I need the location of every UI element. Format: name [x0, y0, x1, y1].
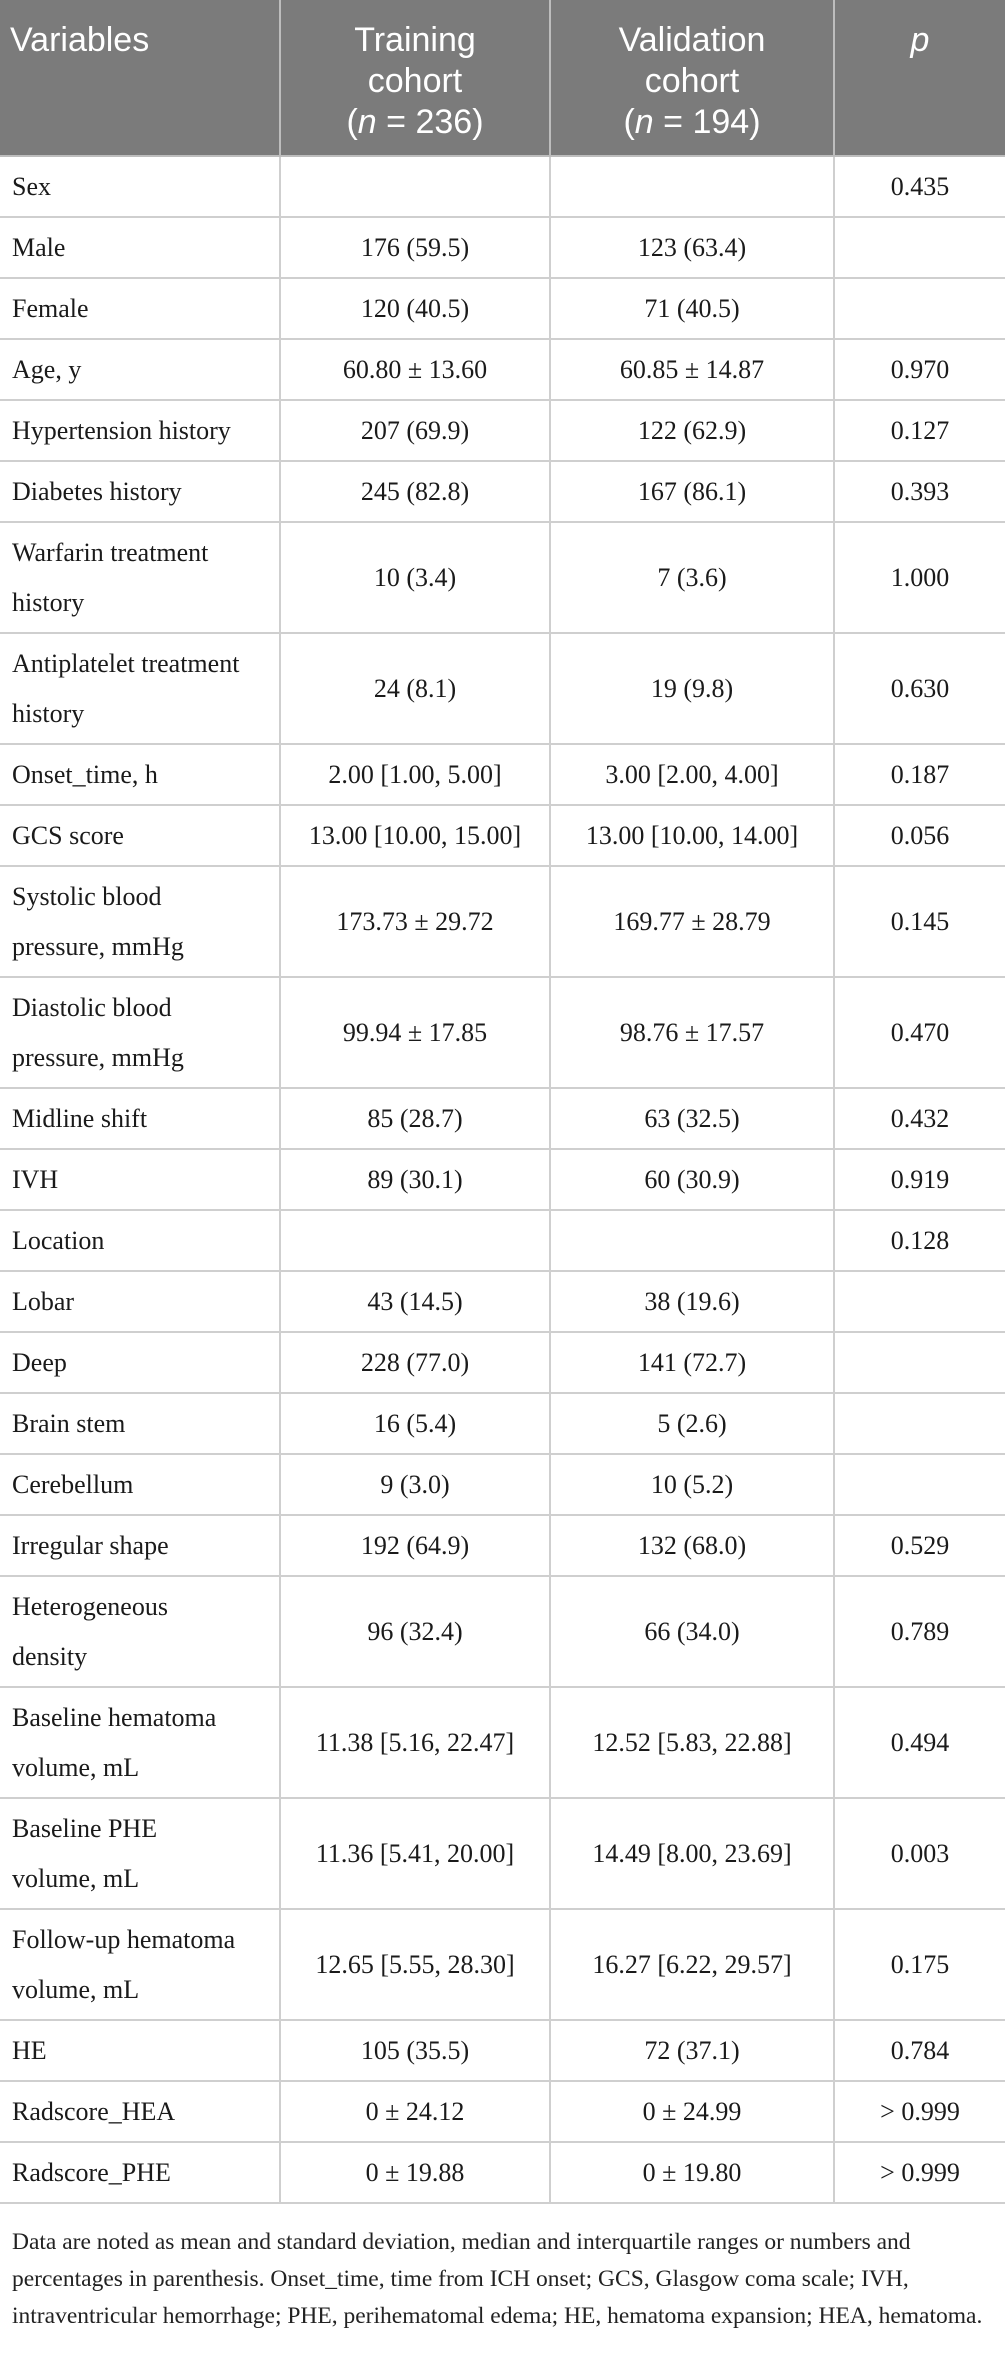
cell-training: 207 (69.9) [280, 400, 550, 461]
header-training-cohort [280, 0, 550, 156]
table-row [0, 1687, 1005, 1798]
cell-training: 13.00 [10.00, 15.00] [280, 805, 550, 866]
cell-training: 173.73 ± 29.72 [280, 866, 550, 977]
cell-p-value: 0.789 [834, 1576, 1005, 1687]
table-row [0, 1576, 1005, 1687]
cell-training: 99.94 ± 17.85 [280, 977, 550, 1088]
cell-validation: 98.76 ± 17.57 [550, 977, 834, 1088]
table-row [0, 2142, 1005, 2203]
cell-variable-line2: volume, mL [12, 1974, 140, 2004]
table-row [0, 633, 1005, 744]
cell-validation: 141 (72.7) [550, 1332, 834, 1393]
cell-p-value: 0.432 [834, 1088, 1005, 1149]
cell-validation: 5 (2.6) [550, 1393, 834, 1454]
table-row [0, 1454, 1005, 1515]
header-training-n-rest: = 236) [376, 103, 484, 141]
cell-p-value: 0.145 [834, 866, 1005, 977]
cell-p-value: 0.470 [834, 977, 1005, 1088]
header-row [0, 0, 1005, 156]
table-row [0, 1271, 1005, 1332]
header-variables-label: Variables [10, 21, 150, 59]
cell-p-value: > 0.999 [834, 2081, 1005, 2142]
header-training-line2: cohort [367, 62, 463, 100]
cell-p-value: 0.128 [834, 1210, 1005, 1271]
cell-p-value: 0.970 [834, 339, 1005, 400]
cell-p-value: 0.127 [834, 400, 1005, 461]
cell-validation: 122 (62.9) [550, 400, 834, 461]
cell-p-value [834, 1271, 1005, 1332]
table-row [0, 2081, 1005, 2142]
cell-variable: Cerebellum [0, 1454, 280, 1515]
cell-p-value [834, 1393, 1005, 1454]
cell-training: 24 (8.1) [280, 633, 550, 744]
cell-variable [0, 1576, 280, 1687]
cell-p-value: 0.494 [834, 1687, 1005, 1798]
header-p-label: p [910, 21, 930, 59]
cell-training: 12.65 [5.55, 28.30] [280, 1909, 550, 2020]
cell-validation [550, 156, 834, 217]
cell-variable: Hypertension history [0, 400, 280, 461]
cell-variable [0, 866, 280, 977]
cell-p-value: 0.003 [834, 1798, 1005, 1909]
cell-variable-line2: pressure, mmHg [12, 1042, 184, 1072]
cell-validation: 14.49 [8.00, 23.69] [550, 1798, 834, 1909]
table-row [0, 461, 1005, 522]
cell-variable: Sex [0, 156, 280, 217]
cell-validation: 38 (19.6) [550, 1271, 834, 1332]
cell-training [280, 1210, 550, 1271]
cell-p-value: 0.784 [834, 2020, 1005, 2081]
cell-training [280, 156, 550, 217]
cell-training: 43 (14.5) [280, 1271, 550, 1332]
cell-training: 228 (77.0) [280, 1332, 550, 1393]
cell-variable-line2: volume, mL [12, 1752, 140, 1782]
cell-variable-line1: Follow-up hematoma [12, 1924, 236, 1954]
cell-variable: Radscore_HEA [0, 2081, 280, 2142]
cell-variable-line2: density [12, 1641, 88, 1671]
cell-variable-line2: history [12, 587, 85, 617]
cell-training: 0 ± 19.88 [280, 2142, 550, 2203]
cell-training: 0 ± 24.12 [280, 2081, 550, 2142]
cell-variable: Deep [0, 1332, 280, 1393]
cell-validation: 19 (9.8) [550, 633, 834, 744]
cell-training: 11.38 [5.16, 22.47] [280, 1687, 550, 1798]
table-row [0, 1393, 1005, 1454]
cell-p-value [834, 278, 1005, 339]
cell-variable-line1: Systolic blood [12, 881, 162, 911]
cell-validation: 72 (37.1) [550, 2020, 834, 2081]
cell-variable: GCS score [0, 805, 280, 866]
cell-variable: Lobar [0, 1271, 280, 1332]
cell-validation: 10 (5.2) [550, 1454, 834, 1515]
cell-training: 120 (40.5) [280, 278, 550, 339]
cell-training: 85 (28.7) [280, 1088, 550, 1149]
cell-validation: 167 (86.1) [550, 461, 834, 522]
cell-training: 11.36 [5.41, 20.00] [280, 1798, 550, 1909]
cell-p-value: 1.000 [834, 522, 1005, 633]
cell-variable: IVH [0, 1149, 280, 1210]
table-header [0, 0, 1005, 156]
header-validation-n-italic: n [634, 103, 654, 141]
header-training-n [346, 103, 483, 141]
cell-p-value: 0.630 [834, 633, 1005, 744]
cell-variable [0, 1909, 280, 2020]
cell-variable: Onset_time, h [0, 744, 280, 805]
cell-validation: 169.77 ± 28.79 [550, 866, 834, 977]
cell-variable-line1: Baseline PHE [12, 1813, 158, 1843]
cell-validation: 123 (63.4) [550, 217, 834, 278]
cell-training: 16 (5.4) [280, 1393, 550, 1454]
cell-training: 10 (3.4) [280, 522, 550, 633]
cell-validation: 63 (32.5) [550, 1088, 834, 1149]
header-validation-n [623, 103, 760, 141]
cell-variable: Brain stem [0, 1393, 280, 1454]
cell-variable: Diabetes history [0, 461, 280, 522]
cell-training: 176 (59.5) [280, 217, 550, 278]
header-validation-cohort [550, 0, 834, 156]
table-row [0, 400, 1005, 461]
header-variables [0, 0, 280, 156]
table-row [0, 744, 1005, 805]
cell-validation: 71 (40.5) [550, 278, 834, 339]
table-row [0, 866, 1005, 977]
cell-p-value [834, 217, 1005, 278]
cell-variable-line1: Diastolic blood [12, 992, 172, 1022]
cell-validation: 0 ± 19.80 [550, 2142, 834, 2203]
cell-training: 105 (35.5) [280, 2020, 550, 2081]
header-p-value [834, 0, 1005, 156]
header-training-n-italic: n [357, 103, 377, 141]
cell-validation: 16.27 [6.22, 29.57] [550, 1909, 834, 2020]
cell-variable [0, 522, 280, 633]
cell-p-value: 0.919 [834, 1149, 1005, 1210]
cell-variable: Radscore_PHE [0, 2142, 280, 2203]
cell-validation: 0 ± 24.99 [550, 2081, 834, 2142]
table-row [0, 1088, 1005, 1149]
header-training-line1: Training [354, 21, 476, 59]
table-row [0, 339, 1005, 400]
cell-training: 96 (32.4) [280, 1576, 550, 1687]
cell-variable: Location [0, 1210, 280, 1271]
cell-p-value: 0.175 [834, 1909, 1005, 2020]
table-row [0, 1210, 1005, 1271]
table-row [0, 1909, 1005, 2020]
cell-training: 89 (30.1) [280, 1149, 550, 1210]
cell-variable-line1: Heterogeneous [12, 1591, 168, 1621]
cell-training: 245 (82.8) [280, 461, 550, 522]
table-row [0, 1332, 1005, 1393]
cell-variable [0, 1798, 280, 1909]
cell-p-value: 0.435 [834, 156, 1005, 217]
header-validation-line2: cohort [644, 62, 740, 100]
cell-training: 60.80 ± 13.60 [280, 339, 550, 400]
header-validation-n-open: ( [623, 103, 635, 141]
cell-validation: 12.52 [5.83, 22.88] [550, 1687, 834, 1798]
cell-validation: 60.85 ± 14.87 [550, 339, 834, 400]
cell-variable-line1: Warfarin treatment [12, 537, 209, 567]
table-row [0, 805, 1005, 866]
cell-validation: 132 (68.0) [550, 1515, 834, 1576]
cell-validation: 3.00 [2.00, 4.00] [550, 744, 834, 805]
cell-variable: Female [0, 278, 280, 339]
cell-p-value: > 0.999 [834, 2142, 1005, 2203]
table-row [0, 1149, 1005, 1210]
table-row [0, 2020, 1005, 2081]
cell-training: 9 (3.0) [280, 1454, 550, 1515]
cell-variable-line1: Antiplatelet treatment [12, 648, 240, 678]
cell-validation: 66 (34.0) [550, 1576, 834, 1687]
cell-training: 2.00 [1.00, 5.00] [280, 744, 550, 805]
cell-variable-line2: volume, mL [12, 1863, 140, 1893]
cell-variable: HE [0, 2020, 280, 2081]
cell-p-value [834, 1332, 1005, 1393]
cell-variable [0, 1687, 280, 1798]
table-body [0, 156, 1005, 2203]
cell-variable: Age, y [0, 339, 280, 400]
cell-variable [0, 977, 280, 1088]
table-row [0, 217, 1005, 278]
table-footnote: Data are noted as mean and standard deviation, median and interquartile ranges or numbers and percentages in parenthesis. Onset_time, time from ICH onset; GCS, Glasgow coma scale; IVH, intraventricular hemorrhage; PHE, perihematomal edema; HE, hematoma expansion; HEA, hematoma. [12, 2229, 983, 2329]
table-row [0, 977, 1005, 1088]
header-training-n-open: ( [346, 103, 358, 141]
table-row [0, 1798, 1005, 1909]
cell-validation [550, 1210, 834, 1271]
cell-validation: 7 (3.6) [550, 522, 834, 633]
cell-variable: Midline shift [0, 1088, 280, 1149]
table-row [0, 278, 1005, 339]
cell-variable-line2: pressure, mmHg [12, 931, 184, 961]
header-validation-n-rest: = 194) [653, 103, 761, 141]
cell-variable: Irregular shape [0, 1515, 280, 1576]
cell-variable: Male [0, 217, 280, 278]
cell-p-value: 0.529 [834, 1515, 1005, 1576]
cell-p-value: 0.187 [834, 744, 1005, 805]
cell-p-value: 0.056 [834, 805, 1005, 866]
cell-variable [0, 633, 280, 744]
cell-validation: 60 (30.9) [550, 1149, 834, 1210]
table-row [0, 156, 1005, 217]
table-row [0, 522, 1005, 633]
cell-p-value [834, 1454, 1005, 1515]
cell-validation: 13.00 [10.00, 14.00] [550, 805, 834, 866]
cell-training: 192 (64.9) [280, 1515, 550, 1576]
table-row [0, 1515, 1005, 1576]
cell-variable-line1: Baseline hematoma [12, 1702, 217, 1732]
cell-p-value: 0.393 [834, 461, 1005, 522]
header-validation-line1: Validation [618, 21, 766, 59]
cell-variable-line2: history [12, 698, 85, 728]
